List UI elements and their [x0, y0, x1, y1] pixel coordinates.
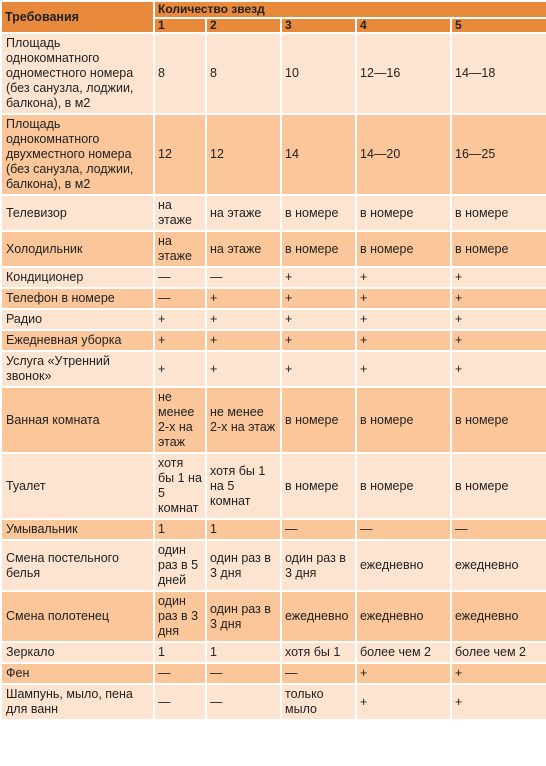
cell-level-4: в номере — [357, 388, 450, 452]
cell-level-2: 12 — [207, 115, 280, 194]
cell-level-5: 14—18 — [452, 34, 546, 113]
cell-level-5: в номере — [452, 388, 546, 452]
cell-level-4: + — [357, 310, 450, 329]
cell-level-3: ежедневно — [282, 592, 355, 641]
cell-level-5: 16—25 — [452, 115, 546, 194]
cell-level-5: + — [452, 664, 546, 683]
cell-level-2: — — [207, 685, 280, 719]
header-level-4: 4 — [357, 19, 450, 32]
table-row — [2, 115, 546, 194]
cell-level-5: ежедневно — [452, 541, 546, 590]
table-row — [2, 664, 546, 683]
table-row — [2, 520, 546, 539]
cell-level-2: — — [207, 664, 280, 683]
cell-level-4: — — [357, 520, 450, 539]
cell-level-4: 12—16 — [357, 34, 450, 113]
cell-level-2: + — [207, 310, 280, 329]
cell-level-2: 1 — [207, 643, 280, 662]
cell-level-1: + — [155, 331, 205, 350]
cell-level-4: в номере — [357, 454, 450, 518]
cell-level-3: + — [282, 289, 355, 308]
cell-level-4: в номере — [357, 232, 450, 266]
cell-level-1: хотя бы 1 на 5 комнат — [155, 454, 205, 518]
cell-level-5: более чем 2 — [452, 643, 546, 662]
cell-level-3: + — [282, 331, 355, 350]
table-row — [2, 331, 546, 350]
cell-level-3: + — [282, 352, 355, 386]
cell-level-3: только мыло — [282, 685, 355, 719]
table-row — [2, 268, 546, 287]
table-row — [2, 232, 546, 266]
cell-level-1: на этаже — [155, 196, 205, 230]
row-label: Шампунь, мыло, пена для ванн — [2, 685, 153, 719]
cell-level-4: + — [357, 331, 450, 350]
row-label: Холодильник — [2, 232, 153, 266]
cell-level-2: один раз в 3 дня — [207, 592, 280, 641]
row-label: Туалет — [2, 454, 153, 518]
row-label: Услуга «Утренний звонок» — [2, 352, 153, 386]
row-label: Умывальник — [2, 520, 153, 539]
header-level-5: 5 — [452, 19, 546, 32]
table-row — [2, 289, 546, 308]
cell-level-5: в номере — [452, 196, 546, 230]
cell-level-4: + — [357, 352, 450, 386]
table-row — [2, 34, 546, 113]
cell-level-3: в номере — [282, 388, 355, 452]
cell-level-2: + — [207, 289, 280, 308]
header-level-2: 2 — [207, 19, 280, 32]
cell-level-1: 8 — [155, 34, 205, 113]
cell-level-1: на этаже — [155, 232, 205, 266]
cell-level-1: — — [155, 664, 205, 683]
cell-level-3: + — [282, 310, 355, 329]
cell-level-3: один раз в 3 дня — [282, 541, 355, 590]
row-label: Кондиционер — [2, 268, 153, 287]
cell-level-3: — — [282, 664, 355, 683]
cell-level-3: в номере — [282, 196, 355, 230]
row-label: Фен — [2, 664, 153, 683]
cell-level-1: 1 — [155, 520, 205, 539]
row-label: Телефон в номере — [2, 289, 153, 308]
cell-level-5: + — [452, 310, 546, 329]
row-label: Зеркало — [2, 643, 153, 662]
cell-level-4: ежедневно — [357, 541, 450, 590]
cell-level-1: 12 — [155, 115, 205, 194]
cell-level-2: не менее 2-х на этаж — [207, 388, 280, 452]
cell-level-1: — — [155, 289, 205, 308]
cell-level-4: ежедневно — [357, 592, 450, 641]
cell-level-3: + — [282, 268, 355, 287]
table-row — [2, 352, 546, 386]
table-row — [2, 196, 546, 230]
cell-level-3: в номере — [282, 454, 355, 518]
row-label: Смена постельного белья — [2, 541, 153, 590]
cell-level-1: один раз в 5 дней — [155, 541, 205, 590]
table-row — [2, 685, 546, 719]
cell-level-3: — — [282, 520, 355, 539]
cell-level-4: в номере — [357, 196, 450, 230]
cell-level-2: — — [207, 268, 280, 287]
cell-level-2: на этаже — [207, 232, 280, 266]
cell-level-3: в номере — [282, 232, 355, 266]
table-body — [2, 34, 546, 719]
cell-level-2: хотя бы 1 на 5 комнат — [207, 454, 280, 518]
table-row — [2, 541, 546, 590]
cell-level-5: + — [452, 352, 546, 386]
table-row — [2, 592, 546, 641]
header-star-count: Количество звезд — [155, 2, 546, 17]
cell-level-2: на этаже — [207, 196, 280, 230]
table-row — [2, 643, 546, 662]
cell-level-4: + — [357, 685, 450, 719]
row-label: Ежедневная уборка — [2, 331, 153, 350]
cell-level-5: + — [452, 331, 546, 350]
header-level-3: 3 — [282, 19, 355, 32]
cell-level-1: — — [155, 685, 205, 719]
row-label: Ванная комната — [2, 388, 153, 452]
cell-level-2: 8 — [207, 34, 280, 113]
row-label: Телевизор — [2, 196, 153, 230]
row-label: Смена полотенец — [2, 592, 153, 641]
cell-level-4: более чем 2 — [357, 643, 450, 662]
cell-level-1: — — [155, 268, 205, 287]
cell-level-4: + — [357, 664, 450, 683]
row-label: Радио — [2, 310, 153, 329]
cell-level-2: + — [207, 352, 280, 386]
row-label: Площадь однокомнатного одноместного номера (без санузла, лоджии, балкона), в м2 — [2, 34, 153, 113]
table-row — [2, 388, 546, 452]
cell-level-5: ежедневно — [452, 592, 546, 641]
cell-level-3: 10 — [282, 34, 355, 113]
cell-level-2: + — [207, 331, 280, 350]
cell-level-5: — — [452, 520, 546, 539]
cell-level-5: в номере — [452, 454, 546, 518]
cell-level-2: один раз в 3 дня — [207, 541, 280, 590]
cell-level-4: 14—20 — [357, 115, 450, 194]
cell-level-1: один раз в 3 дня — [155, 592, 205, 641]
cell-level-5: + — [452, 685, 546, 719]
header-level-1: 1 — [155, 19, 205, 32]
cell-level-4: + — [357, 289, 450, 308]
cell-level-1: 1 — [155, 643, 205, 662]
cell-level-1: + — [155, 352, 205, 386]
row-label: Площадь однокомнатного двухместного номера (без санузла, лоджии, балкона), в м2 — [2, 115, 153, 194]
header-requirements: Требования — [2, 2, 153, 32]
cell-level-5: + — [452, 268, 546, 287]
cell-level-1: + — [155, 310, 205, 329]
cell-level-1: не менее 2-х на этаж — [155, 388, 205, 452]
cell-level-4: + — [357, 268, 450, 287]
cell-level-5: в номере — [452, 232, 546, 266]
table-row — [2, 454, 546, 518]
cell-level-3: 14 — [282, 115, 355, 194]
cell-level-2: 1 — [207, 520, 280, 539]
cell-level-3: хотя бы 1 — [282, 643, 355, 662]
table-row — [2, 310, 546, 329]
cell-level-5: + — [452, 289, 546, 308]
